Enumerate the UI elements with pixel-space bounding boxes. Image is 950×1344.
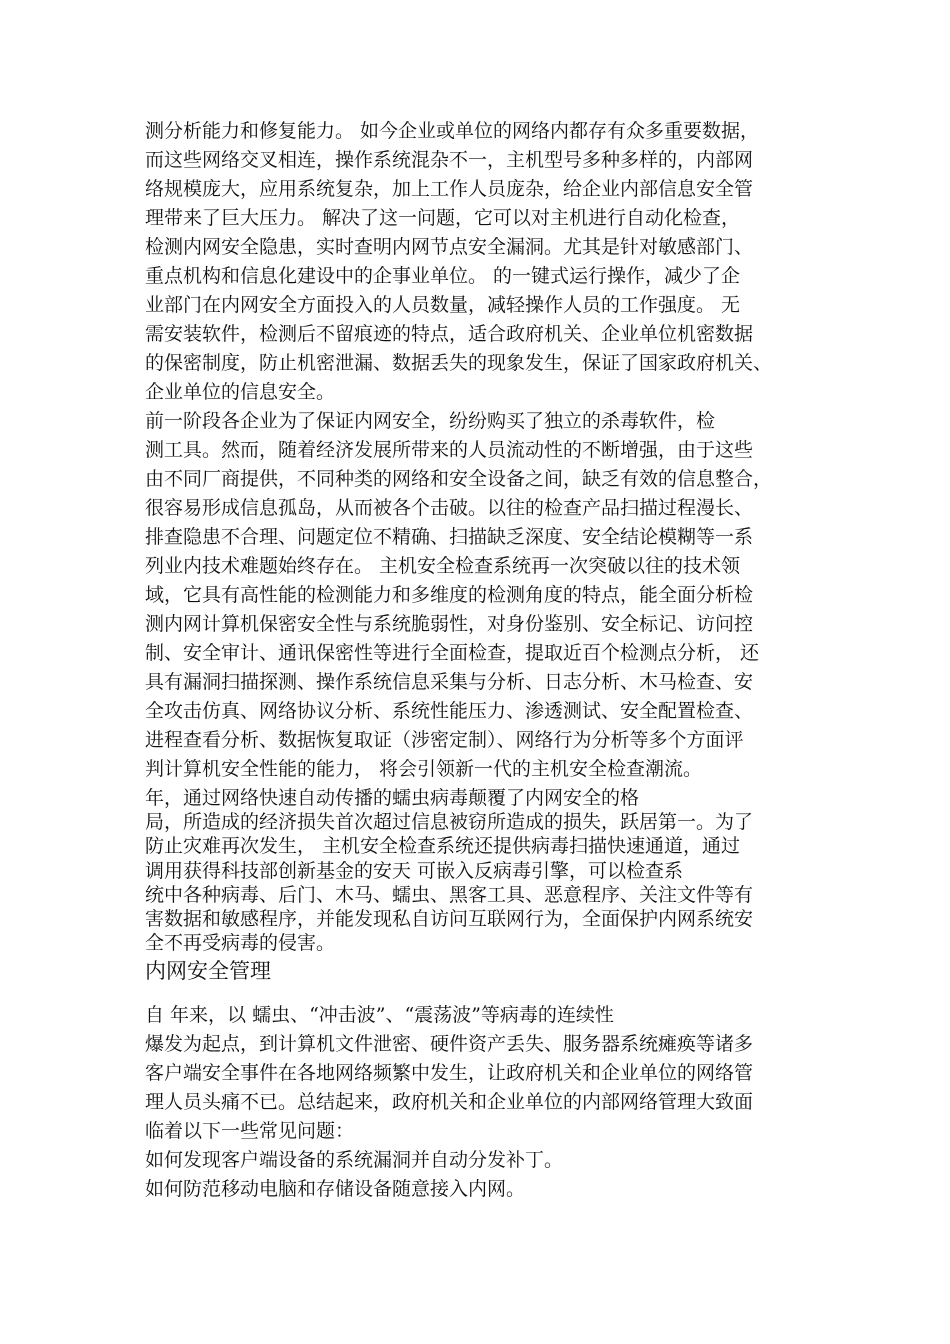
text-line: 需安装软件，检测后不留痕迹的特点，适合政府机关、企业单位机密数据 xyxy=(145,323,754,345)
text-line: 企业单位的信息安全。 xyxy=(145,381,336,403)
text-line: 业部门在内网安全方面投入的人员数量，减轻操作人员的工作强度。 无 xyxy=(145,294,741,316)
text-line: 自 年来，以 蠕虫、“冲击波”、“震荡波”等病毒的连续性 xyxy=(145,1004,614,1026)
text-line: 检测内网安全隐患，实时查明内网节点安全漏洞。尤其是针对敏感部门、 xyxy=(145,236,754,258)
text-line: 的保密制度，防止机密泄漏、数据丢失的现象发生，保证了国家政府机关、 xyxy=(145,352,773,374)
text-line: 列业内技术难题始终存在。 主机安全检查系统再一次突破以往的技术领 xyxy=(145,555,741,577)
text-line: 进程查看分析、数据恢复取证（涉密定制）、网络行为分析等多个方面评 xyxy=(145,729,744,751)
text-line: 客户端安全事件在各地网络频繁中发生，让政府机关和企业单位的网络管 xyxy=(145,1062,754,1084)
text-line: 络规模庞大，应用系统复杂，加上工作人员庞杂，给企业内部信息安全管 xyxy=(145,178,754,200)
text-line: 年，通过网络快速自动传播的蠕虫病毒颠覆了内网安全的格 xyxy=(145,787,640,809)
text-line: 局，所造成的经济损失首次超过信息被窃所造成的损失，跃居第一。为了 xyxy=(145,811,754,834)
text-line: 排查隐患不合理、问题定位不精确、扫描缺乏深度、安全结论模糊等一系 xyxy=(145,526,754,548)
text-line: 具有漏洞扫描探测、操作系统信息采集与分析、日志分析、木马检查、安 xyxy=(145,671,754,693)
text-line: 由不同厂商提供，不同种类的网络和安全设备之间，缺乏有效的信息整合， xyxy=(145,468,773,490)
text-line: 测工具。然而，随着经济发展所带来的人员流动性的不断增强，由于这些 xyxy=(145,439,754,461)
text-line: 很容易形成信息孤岛，从而被各个击破。以往的检查产品扫描过程漫长、 xyxy=(145,497,754,519)
text-line: 全不再受病毒的侵害。 xyxy=(145,932,336,955)
text-line: 临着以下一些常见问题： xyxy=(145,1120,355,1142)
text-line: 理人员头痛不已。总结起来，政府机关和企业单位的内部网络管理大致面 xyxy=(145,1091,754,1113)
text-line: 重点机构和信息化建设中的企事业单位。 的一键式运行操作，减少了企 xyxy=(145,265,741,287)
text-line: 域，它具有高性能的检测能力和多维度的检测角度的特点，能全面分析检 xyxy=(145,584,754,606)
text-line: 前一阶段各企业为了保证内网安全，纷纷购买了独立的杀毒软件，检 xyxy=(145,410,716,432)
section-heading: 内网安全管理 xyxy=(145,959,271,983)
text-line: 测分析能力和修复能力。 如今企业或单位的网络内都存有众多重要数据， xyxy=(145,120,760,142)
text-line: 全攻击仿真、网络协议分析、系统性能压力、渗透测试、安全配置检查、 xyxy=(145,700,754,722)
text-line: 制、安全审计、通讯保密性等进行全面检查，提取近百个检测点分析， 还 xyxy=(145,642,760,664)
text-line: 理带来了巨大压力。 解决了这一问题，它可以对主机进行自动化检查， xyxy=(145,207,741,229)
text-line: 害数据和敏感程序，并能发现私自访问互联网行为，全面保护内网系统安 xyxy=(145,908,754,930)
text-line: 爆发为起点，到计算机文件泄密、硬件资产丢失、服务器系统瘫痪等诸多 xyxy=(145,1033,754,1055)
text-line: 防止灾难再次发生， 主机安全检查系统还提供病毒扫描快速通道，通过 xyxy=(145,835,741,858)
text-line: 判计算机安全性能的能力， 将会引领新一代的主机安全检查潮流。 xyxy=(145,758,703,780)
text-line: 统中各种病毒、后门、木马、蠕虫、黑客工具、恶意程序、关注文件等有 xyxy=(145,883,754,906)
list-item: 如何发现客户端设备的系统漏洞并自动分发补丁。 xyxy=(145,1149,564,1171)
text-line: 而这些网络交叉相连，操作系统混杂不一，主机型号多种多样的，内部网 xyxy=(145,149,754,171)
list-item: 如何防范移动电脑和存储设备随意接入内网。 xyxy=(145,1178,526,1200)
text-line: 调用获得科技部创新基金的安天 可嵌入反病毒引擎，可以检查系 xyxy=(145,859,684,882)
text-line: 测内网计算机保密安全性与系统脆弱性，对身份鉴别、安全标记、访问控 xyxy=(145,613,754,635)
